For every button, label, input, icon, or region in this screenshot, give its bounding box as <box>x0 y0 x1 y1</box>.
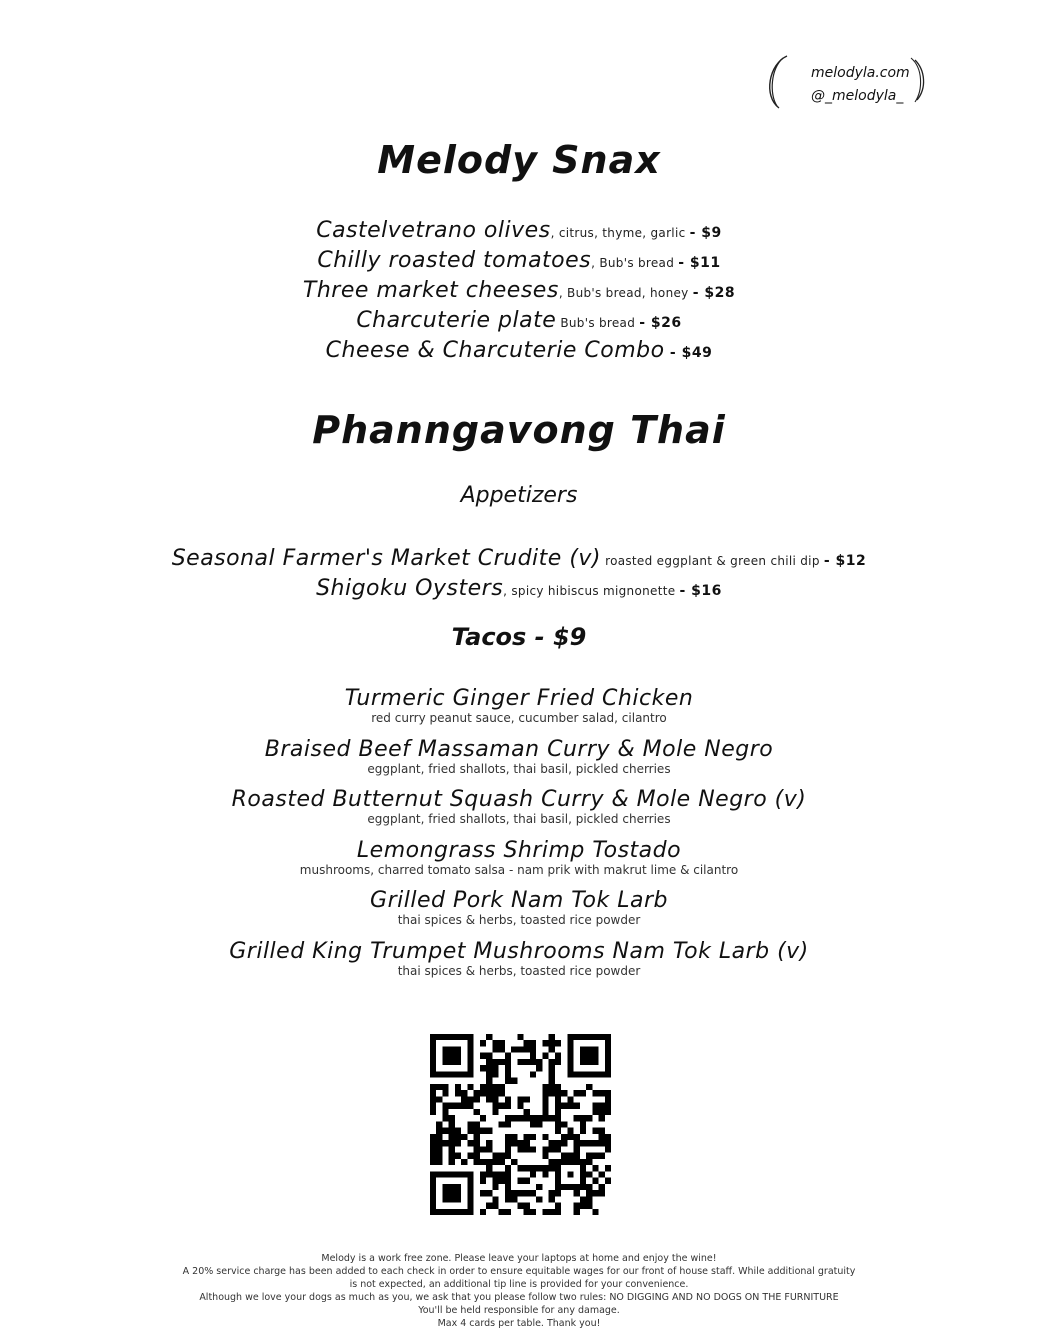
taco-item <box>0 735 1038 786</box>
menu-item-name: Charcuterie plate <box>356 308 557 333</box>
menu-item <box>0 216 1038 246</box>
qr-code[interactable] <box>430 1034 611 1215</box>
footer-notes <box>0 1252 1038 1330</box>
menu-item-price: - $11 <box>678 255 721 271</box>
menu-item <box>0 336 1038 366</box>
taco-ingredients: mushrooms, charred tomato salsa - nam prik with makrut lime & cilantro <box>299 862 739 877</box>
taco-name: Braised Beef Massaman Curry & Mole Negro <box>264 736 774 762</box>
footer-line: A 20% service charge has been added to each check in order to ensure equitable wages for our front of house staff. While additional gratuity <box>182 1266 856 1277</box>
appetizer-item <box>0 574 1038 604</box>
section-title-thai: Phanngavong Thai <box>312 408 726 452</box>
menu-item-desc: , citrus, thyme, garlic <box>550 226 690 240</box>
taco-item <box>0 886 1038 937</box>
menu-item-price: - $28 <box>692 285 736 301</box>
appetizer-name: Seasonal Farmer's Market Crudite (v) <box>171 546 601 571</box>
footer-line: Although we love your dogs as much as you, we ask that you please follow two rules: NO DIGGING AND NO DOGS ON THE FURNITURE <box>199 1292 839 1303</box>
taco-name: Roasted Butternut Squash Curry & Mole Negro (v) <box>231 787 807 812</box>
tacos-heading: Tacos - $9 <box>451 623 587 651</box>
taco-ingredients: eggplant, fried shallots, thai basil, pickled cherries <box>367 761 671 776</box>
taco-name: Grilled King Trumpet Mushrooms Nam Tok Larb (v) <box>229 938 809 964</box>
taco-name: Turmeric Ginger Fried Chicken <box>344 686 694 711</box>
taco-ingredients: thai spices & herbs, toasted rice powder <box>397 913 641 927</box>
taco-name: Lemongrass Shrimp Tostado <box>356 837 682 863</box>
menu-item-desc: Bub's bread <box>556 316 640 330</box>
menu-item-name: Cheese & Charcuterie Combo <box>325 338 665 363</box>
taco-item <box>0 785 1038 836</box>
footer-line: Max 4 cards per table. Thank you! <box>437 1318 601 1329</box>
menu-item-price: - $9 <box>689 225 722 241</box>
footer-line: is not expected, an additional tip line is provided for your convenience. <box>349 1279 689 1290</box>
snax-list <box>0 216 1038 366</box>
footer-line: Melody is a work free zone. Please leave your laptops at home and enjoy the wine! <box>321 1253 717 1264</box>
website-text[interactable]: melodyla.com <box>811 65 910 81</box>
appetizer-price: - $16 <box>679 583 722 599</box>
menu-item-desc: , Bub's bread, honey <box>558 286 693 300</box>
taco-ingredients: red curry peanut sauce, cucumber salad, cilantro <box>371 711 667 725</box>
menu-item-desc: , Bub's bread <box>591 256 679 270</box>
taco-ingredients: thai spices & herbs, toasted rice powder <box>397 963 641 978</box>
menu-item <box>0 306 1038 336</box>
appetizer-item <box>0 544 1038 574</box>
menu-item-price: - $26 <box>639 315 682 331</box>
menu-item-name: Chilly roasted tomatoes <box>317 248 592 273</box>
appetizer-price: - $12 <box>823 553 867 569</box>
appetizers-heading: Appetizers <box>460 483 578 508</box>
taco-item <box>0 937 1038 988</box>
menu-item-name: Three market cheeses <box>302 278 559 303</box>
taco-ingredients: eggplant, fried shallots, thai basil, pickled cherries <box>367 812 671 826</box>
header-contact-box <box>765 52 930 110</box>
menu-item-price: - $49 <box>664 345 713 361</box>
appetizers-list <box>0 544 1038 604</box>
taco-item <box>0 684 1038 735</box>
section-title-melody-snax: Melody Snax <box>377 138 661 182</box>
taco-item <box>0 836 1038 887</box>
appetizer-name: Shigoku Oysters <box>316 576 504 601</box>
footer-line: You'll be held responsible for any damage. <box>418 1305 620 1316</box>
menu-item <box>0 276 1038 306</box>
menu-item-name: Castelvetrano olives <box>316 218 551 243</box>
instagram-handle[interactable]: @_melodyla_ <box>811 88 904 104</box>
menu-item <box>0 246 1038 276</box>
appetizer-desc: , spicy hibiscus mignonette <box>503 584 680 598</box>
tacos-list <box>0 684 1038 987</box>
appetizer-desc: roasted eggplant & green chili dip <box>601 554 824 568</box>
taco-name: Grilled Pork Nam Tok Larb <box>370 888 668 913</box>
